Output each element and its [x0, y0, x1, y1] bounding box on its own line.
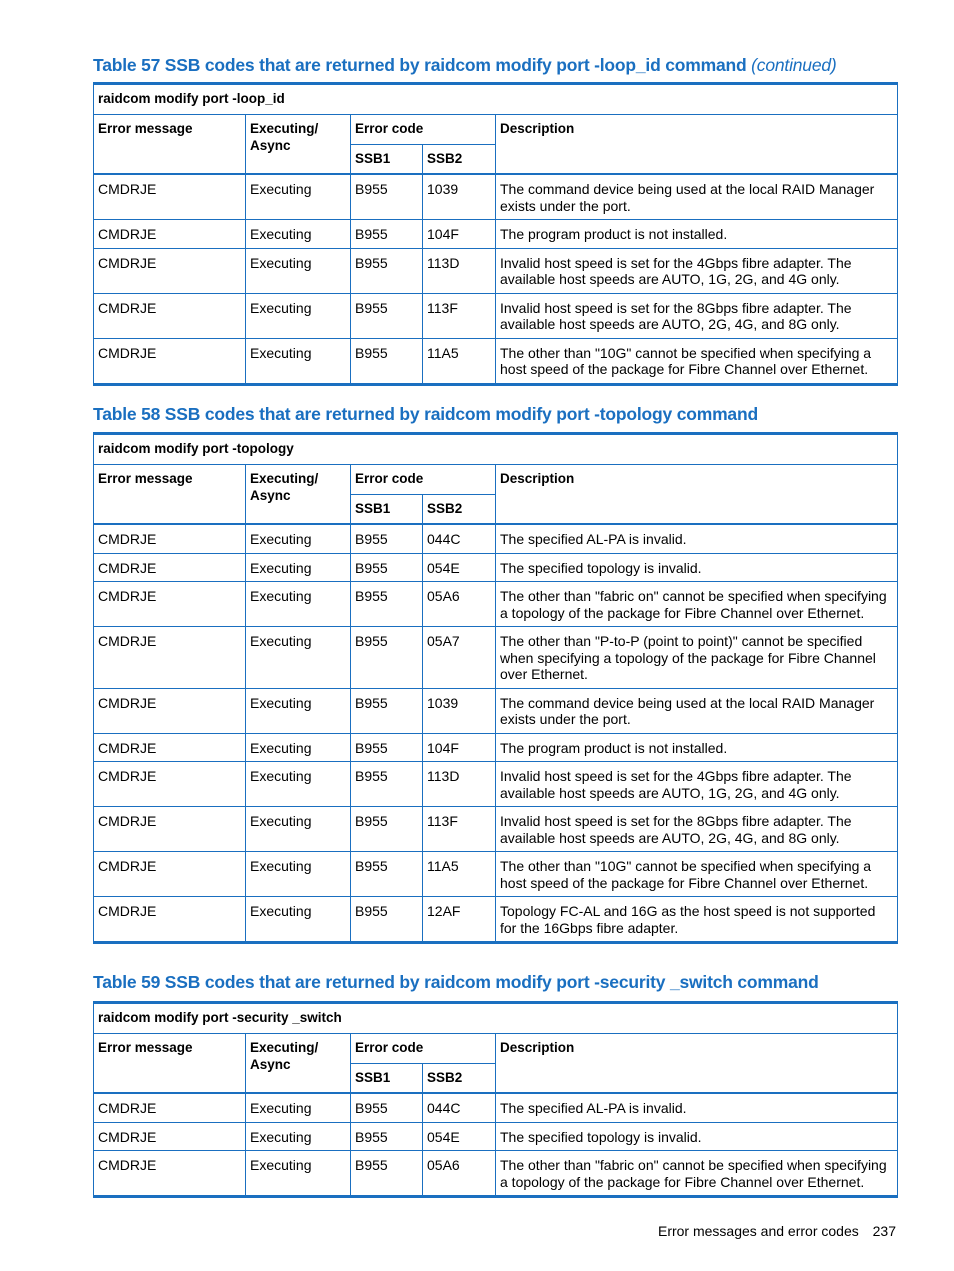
header-executing: Executing/ Async	[246, 465, 351, 525]
cell-ssb1: B955	[351, 1093, 423, 1122]
cell-description: Invalid host speed is set for the 4Gbps fibre adapter. The available host speeds are AUTO, 1G, 2G, and 4G only.	[496, 762, 898, 807]
cell-executing: Executing	[246, 293, 351, 338]
cell-ssb2: 104F	[423, 733, 496, 762]
cell-executing: Executing	[246, 852, 351, 897]
cell-description: The specified AL-PA is invalid.	[496, 1093, 898, 1122]
header-ssb2: SSB2	[423, 1064, 496, 1094]
cell-ssb1: B955	[351, 897, 423, 943]
header-error-message: Error message	[94, 465, 246, 525]
table-row	[94, 688, 898, 733]
header-error-message: Error message	[94, 115, 246, 175]
cell-ssb2: 113F	[423, 293, 496, 338]
table-59	[93, 1001, 897, 1198]
cell-ssb1: B955	[351, 582, 423, 627]
table-58	[93, 432, 897, 944]
ssb-table	[93, 1001, 898, 1198]
page-number: 237	[872, 1223, 896, 1239]
cell-ssb1: B955	[351, 220, 423, 249]
cell-description: The specified topology is invalid.	[496, 1122, 898, 1151]
ssb-table	[93, 82, 898, 386]
cell-executing: Executing	[246, 1093, 351, 1122]
cell-executing: Executing	[246, 897, 351, 943]
table-57-caption	[93, 55, 837, 76]
header-error-code: Error code	[351, 115, 496, 145]
cell-executing: Executing	[246, 338, 351, 384]
table-row	[94, 807, 898, 852]
table-row	[94, 248, 898, 293]
cell-error-message: CMDRJE	[94, 220, 246, 249]
cell-error-message: CMDRJE	[94, 688, 246, 733]
cell-ssb1: B955	[351, 733, 423, 762]
cell-executing: Executing	[246, 1151, 351, 1197]
cell-ssb2: 054E	[423, 1122, 496, 1151]
cell-description: The specified AL-PA is invalid.	[496, 524, 898, 553]
table-58-title: Table 58 SSB codes that are returned by raidcom modify port -topology command	[93, 404, 758, 424]
header-description: Description	[496, 115, 898, 175]
table-58-caption	[93, 404, 758, 425]
footer-section: Error messages and error codes	[657, 1223, 859, 1239]
table-row	[94, 338, 898, 384]
cell-executing: Executing	[246, 688, 351, 733]
cell-error-message: CMDRJE	[94, 293, 246, 338]
command-name: raidcom modify port -security _switch	[94, 1003, 898, 1034]
table-row	[94, 524, 898, 553]
cell-ssb1: B955	[351, 524, 423, 553]
command-row	[94, 84, 898, 115]
cell-error-message: CMDRJE	[94, 524, 246, 553]
cell-ssb2: 044C	[423, 524, 496, 553]
cell-description: The program product is not installed.	[496, 220, 898, 249]
cell-description: The command device being used at the local RAID Manager exists under the port.	[496, 688, 898, 733]
cell-executing: Executing	[246, 248, 351, 293]
table-row	[94, 627, 898, 689]
header-error-code: Error code	[351, 1034, 496, 1064]
cell-description: The other than "fabric on" cannot be specified when specifying a topology of the package for Fibre Channel over Ethernet.	[496, 582, 898, 627]
table-row	[94, 220, 898, 249]
table-57	[93, 82, 897, 386]
cell-executing: Executing	[246, 762, 351, 807]
table-row	[94, 762, 898, 807]
cell-ssb2: 05A7	[423, 627, 496, 689]
cell-ssb2: 044C	[423, 1093, 496, 1122]
cell-executing: Executing	[246, 174, 351, 220]
cell-description: Invalid host speed is set for the 8Gbps fibre adapter. The available host speeds are AUTO, 2G, 4G, and 8G only.	[496, 293, 898, 338]
cell-ssb2: 11A5	[423, 338, 496, 384]
cell-ssb2: 12AF	[423, 897, 496, 943]
table-row	[94, 852, 898, 897]
page-footer	[658, 1223, 896, 1239]
command-row	[94, 434, 898, 465]
cell-error-message: CMDRJE	[94, 1151, 246, 1197]
cell-executing: Executing	[246, 1122, 351, 1151]
table-row	[94, 1122, 898, 1151]
cell-ssb1: B955	[351, 553, 423, 582]
cell-ssb1: B955	[351, 174, 423, 220]
cell-ssb1: B955	[351, 1122, 423, 1151]
header-ssb1: SSB1	[351, 145, 423, 175]
table-row	[94, 174, 898, 220]
cell-error-message: CMDRJE	[94, 1093, 246, 1122]
cell-ssb1: B955	[351, 293, 423, 338]
cell-description: The other than "10G" cannot be specified when specifying a host speed of the package for Fibre Channel over Ethernet.	[496, 338, 898, 384]
cell-error-message: CMDRJE	[94, 1122, 246, 1151]
cell-error-message: CMDRJE	[94, 338, 246, 384]
header-error-message: Error message	[94, 1034, 246, 1094]
header-executing: Executing/ Async	[246, 115, 351, 175]
header-row	[94, 465, 898, 495]
command-name: raidcom modify port -topology	[94, 434, 898, 465]
header-description: Description	[496, 1034, 898, 1094]
cell-ssb2: 113D	[423, 762, 496, 807]
table-59-caption	[93, 972, 819, 993]
cell-ssb1: B955	[351, 338, 423, 384]
table-row	[94, 293, 898, 338]
table-57-title: Table 57 SSB codes that are returned by raidcom modify port -loop_id command	[93, 55, 747, 75]
cell-description: The program product is not installed.	[496, 733, 898, 762]
cell-description: Invalid host speed is set for the 8Gbps fibre adapter. The available host speeds are AUTO, 2G, 4G, and 8G only.	[496, 807, 898, 852]
header-ssb1: SSB1	[351, 1064, 423, 1094]
cell-description: The other than "P-to-P (point to point)" cannot be specified when specifying a topology of the package for Fibre Channel over Ethernet.	[496, 627, 898, 689]
cell-ssb2: 054E	[423, 553, 496, 582]
table-row	[94, 582, 898, 627]
cell-ssb1: B955	[351, 1151, 423, 1197]
cell-description: The other than "fabric on" cannot be specified when specifying a topology of the package for Fibre Channel over Ethernet.	[496, 1151, 898, 1197]
header-ssb2: SSB2	[423, 145, 496, 175]
table-59-title: Table 59 SSB codes that are returned by raidcom modify port -security _switch command	[93, 972, 819, 992]
cell-error-message: CMDRJE	[94, 248, 246, 293]
header-ssb2: SSB2	[423, 495, 496, 525]
cell-error-message: CMDRJE	[94, 627, 246, 689]
cell-description: Invalid host speed is set for the 4Gbps fibre adapter. The available host speeds are AUTO, 1G, 2G, and 4G only.	[496, 248, 898, 293]
table-row	[94, 553, 898, 582]
header-ssb1: SSB1	[351, 495, 423, 525]
cell-error-message: CMDRJE	[94, 174, 246, 220]
cell-ssb2: 104F	[423, 220, 496, 249]
cell-executing: Executing	[246, 524, 351, 553]
cell-ssb2: 05A6	[423, 1151, 496, 1197]
cell-ssb2: 05A6	[423, 582, 496, 627]
command-name: raidcom modify port -loop_id	[94, 84, 898, 115]
cell-error-message: CMDRJE	[94, 852, 246, 897]
cell-executing: Executing	[246, 733, 351, 762]
table-row	[94, 1151, 898, 1197]
cell-executing: Executing	[246, 807, 351, 852]
cell-error-message: CMDRJE	[94, 553, 246, 582]
cell-error-message: CMDRJE	[94, 733, 246, 762]
header-executing: Executing/ Async	[246, 1034, 351, 1094]
cell-description: The specified topology is invalid.	[496, 553, 898, 582]
header-row	[94, 1034, 898, 1064]
header-description: Description	[496, 465, 898, 525]
cell-ssb1: B955	[351, 248, 423, 293]
cell-description: The command device being used at the local RAID Manager exists under the port.	[496, 174, 898, 220]
cell-ssb1: B955	[351, 627, 423, 689]
cell-ssb2: 113D	[423, 248, 496, 293]
cell-ssb2: 113F	[423, 807, 496, 852]
header-row	[94, 115, 898, 145]
cell-ssb1: B955	[351, 688, 423, 733]
cell-ssb1: B955	[351, 762, 423, 807]
cell-error-message: CMDRJE	[94, 762, 246, 807]
cell-ssb2: 1039	[423, 174, 496, 220]
cell-error-message: CMDRJE	[94, 807, 246, 852]
cell-executing: Executing	[246, 582, 351, 627]
cell-error-message: CMDRJE	[94, 897, 246, 943]
cell-ssb2: 11A5	[423, 852, 496, 897]
cell-description: Topology FC-AL and 16G as the host speed is not supported for the 16Gbps fibre adapter.	[496, 897, 898, 943]
cell-ssb2: 1039	[423, 688, 496, 733]
table-row	[94, 733, 898, 762]
cell-ssb1: B955	[351, 807, 423, 852]
cell-executing: Executing	[246, 220, 351, 249]
table-57-continued: (continued)	[751, 55, 837, 75]
cell-description: The other than "10G" cannot be specified when specifying a host speed of the package for Fibre Channel over Ethernet.	[496, 852, 898, 897]
ssb-table	[93, 432, 898, 944]
table-row	[94, 1093, 898, 1122]
command-row	[94, 1003, 898, 1034]
header-error-code: Error code	[351, 465, 496, 495]
cell-ssb1: B955	[351, 852, 423, 897]
cell-error-message: CMDRJE	[94, 582, 246, 627]
cell-executing: Executing	[246, 627, 351, 689]
cell-executing: Executing	[246, 553, 351, 582]
table-row	[94, 897, 898, 943]
